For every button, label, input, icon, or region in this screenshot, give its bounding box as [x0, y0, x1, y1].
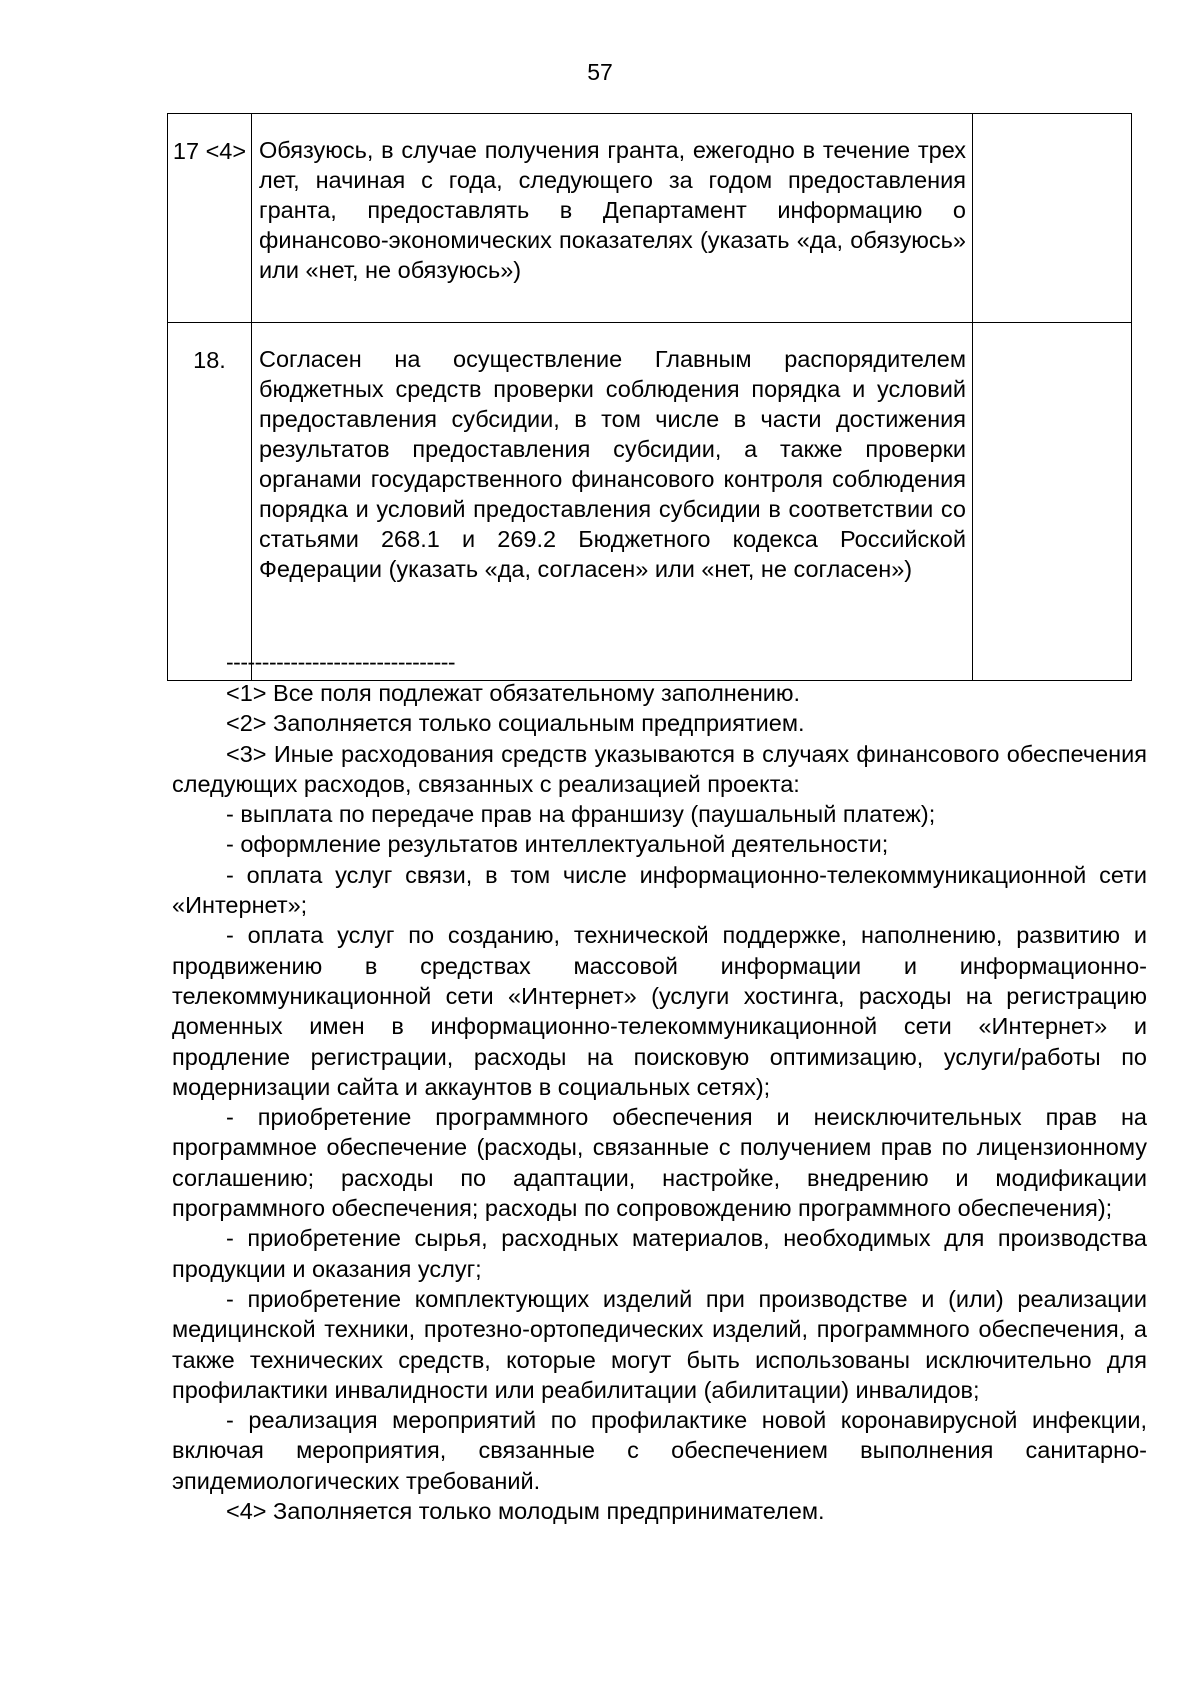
row-statement: Обязуюсь, в случае получения гранта, ежегодно в течение трех лет, начиная с года, следующего за годом предоставления гранта, предоставлять в Департамент информацию о финансово-экономических показателях (указать «да, обязуюсь» или «нет, не обязуюсь»): [259, 137, 966, 283]
footnote-item: <3> Иные расходования средств указываются в случаях финансового обеспечения следующих расходов, связанных с реализацией проекта:: [172, 740, 1147, 797]
footnote-item: <2> Заполняется только социальным предприятием.: [226, 710, 805, 737]
page-number: 57: [587, 59, 613, 85]
expense-list-item: - реализация мероприятий по профилактике новой коронавирусной инфекции, включая мероприятия, связанные с обеспечением выполнения санитарно-эпидемиологических требований.: [172, 1407, 1147, 1494]
expense-list-item: - приобретение программного обеспечения и неисключительных прав на программное обеспечение (расходы, связанные с получением прав по лицензионному соглашению; расходы по адаптации, настройке, внедрению и модификации программного обеспечения; расходы по сопровождению программного обеспечения);: [172, 1104, 1147, 1222]
footnote-item: <4> Заполняется только молодым предпринимателем.: [226, 1498, 825, 1525]
expense-list-item: - оформление результатов интеллектуальной деятельности;: [226, 831, 889, 858]
row-statement-cell: [252, 114, 973, 323]
footnotes-block: [172, 678, 1147, 1526]
table-row: [168, 323, 1132, 681]
expense-list-item: - приобретение сырья, расходных материалов, необходимых для производства продукции и оказания услуг;: [172, 1225, 1147, 1282]
answer-cell[interactable]: [973, 114, 1132, 323]
row-statement-cell: [252, 323, 973, 681]
row-statement: Согласен на осуществление Главным распорядителем бюджетных средств проверки соблюдения порядка и условий предоставления субсидии, в том числе в части достижения результатов предоставления субсидии, а также проверки органами государственного финансового контроля соблюдения порядка и условий предоставления субсидии в соответствии со статьями 268.1 и 269.2 Бюджетного кодекса Российской Федерации (указать «да, согласен» или «нет, не согласен»): [259, 346, 966, 582]
expense-list-item: - выплата по передаче прав на франшизу (паушальный платеж);: [226, 801, 936, 828]
row-number: 17 <4>: [168, 114, 252, 323]
expense-list-item: - оплата услуг по созданию, технической поддержке, наполнению, развитию и продвижению в средствах массовой информации и информационно-телекоммуникационной сети «Интернет» (услуги хостинга, расходы на регистрацию доменных имен в информационно-телекоммуникационной сети «Интернет» и продление регистрации, расходы на поисковую оптимизацию, услуги/работы по модернизации сайта и аккаунтов в социальных сетях);: [172, 922, 1147, 1100]
declaration-table: [167, 113, 1132, 681]
answer-cell[interactable]: [973, 323, 1132, 681]
expense-list-item: - оплата услуг связи, в том числе информационно-телекоммуникационной сети «Интернет»;: [172, 861, 1147, 919]
table-row: [168, 114, 1132, 323]
footnote-separator: --------------------------------: [226, 649, 456, 675]
expense-list-item: - приобретение комплектующих изделий при производстве и (или) реализации медицинской техники, протезно-ортопедических изделий, программного обеспечения, а также технических средств, которые могут быть использованы исключительно для профилактики инвалидности или реабилитации (абилитации) инвалидов;: [172, 1285, 1147, 1403]
row-number: 18.: [168, 323, 252, 681]
footnote-item: <1> Все поля подлежат обязательному заполнению.: [226, 680, 801, 706]
